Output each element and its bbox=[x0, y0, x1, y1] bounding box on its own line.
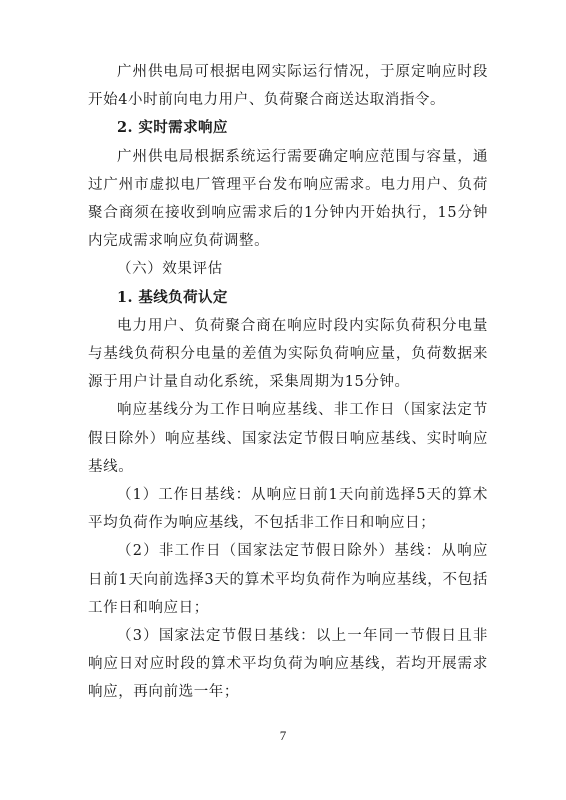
heading-realtime-demand-response: 2. 实时需求响应 bbox=[117, 119, 228, 137]
paragraph-realtime-response: 广州供电局根据系统运行需要确定响应范围与容量，通过广州市虚拟电厂管理平台发布响应需求。电力用户、负荷聚合商须在接收到响应需求后的1分钟内开始执行，15分钟内完成需求响应负荷调整。 bbox=[88, 148, 488, 250]
paragraph-cancel-instruction: 广州供电局可根据电网实际运行情况，于原定响应时段开始4小时前向电力用户、负荷聚合商送达取消指令。 bbox=[88, 64, 488, 109]
list-item-workday-baseline: （1）工作日基线：从响应日前1天向前选择5天的算术平均负荷作为响应基线，不包括非工作日和响应日； bbox=[88, 487, 488, 532]
heading-baseline-load: 1. 基线负荷认定 bbox=[117, 288, 228, 306]
list-item-holiday-baseline: （3）国家法定节假日基线：以上一年同一节假日且非响应日对应时段的算术平均负荷为响应基线，若均开展需求响应，再向前选一年； bbox=[88, 628, 488, 701]
page-number: 7 bbox=[279, 728, 287, 743]
section-effect-evaluation: （六）效果评估 bbox=[117, 261, 223, 278]
document-body bbox=[88, 58, 488, 707]
paragraph-baseline-types: 响应基线分为工作日响应基线、非工作日（国家法定节假日除外）响应基线、国家法定节假日响应基线、实时响应基线。 bbox=[88, 402, 488, 475]
list-item-nonworkday-baseline: （2）非工作日（国家法定节假日除外）基线：从响应日前1天向前选择3天的算术平均负荷作为响应基线，不包括工作日和响应日； bbox=[88, 543, 488, 616]
paragraph-baseline-definition: 电力用户、负荷聚合商在响应时段内实际负荷积分电量与基线负荷积分电量的差值为实际负荷响应量，负荷数据来源于用户计量自动化系统，采集周期为15分钟。 bbox=[88, 317, 488, 391]
